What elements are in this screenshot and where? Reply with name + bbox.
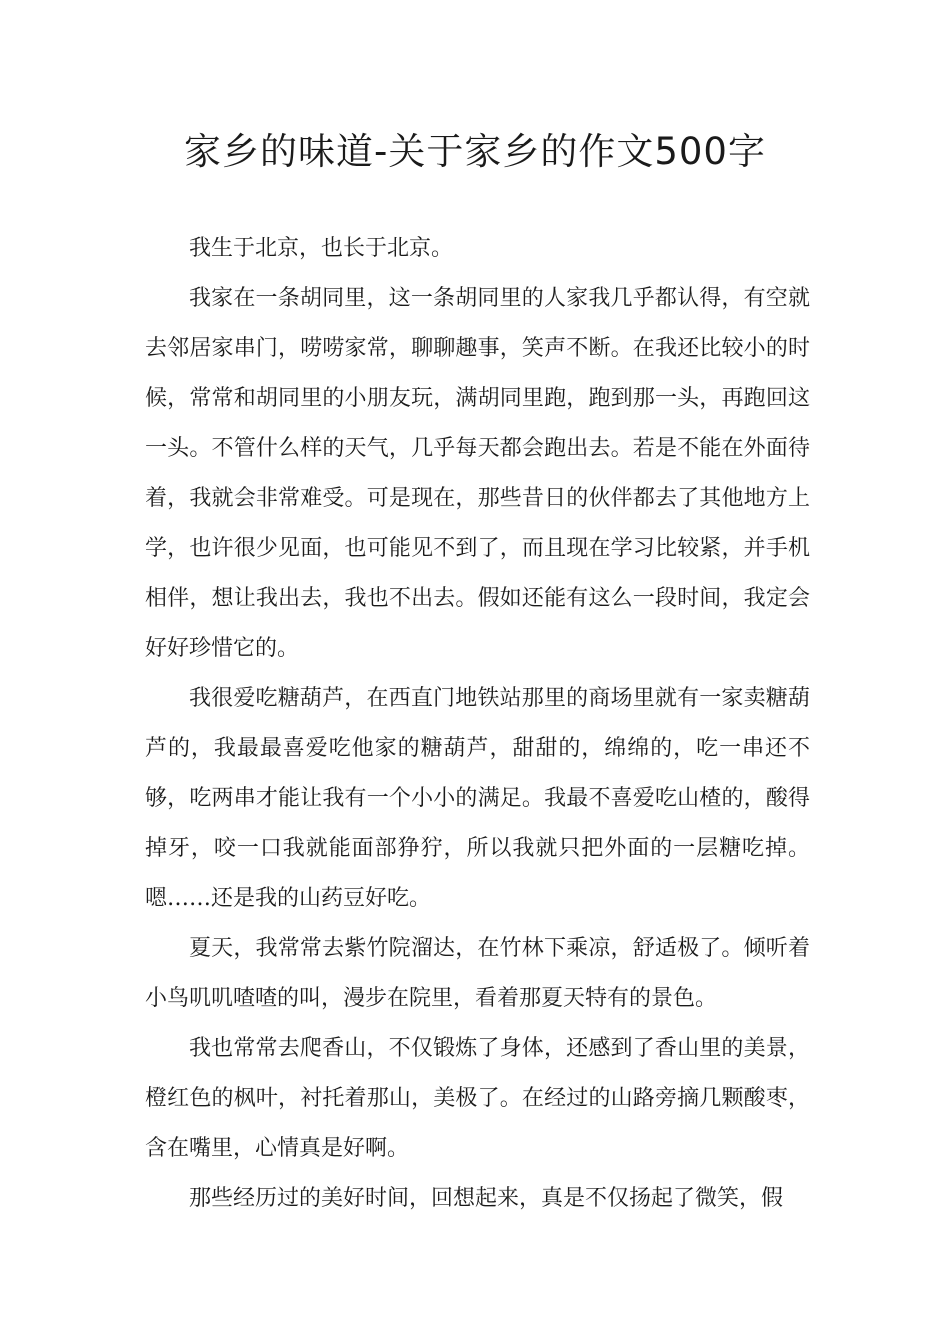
paragraph: 我家在一条胡同里，这一条胡同里的人家我几乎都认得，有空就去邻居家串门，唠唠家常，聊聊趣事，笑声不断。在我还比较小的时候，常常和胡同里的小朋友玩，满胡同里跑，跑到那一头，再跑回这一头。不管什么样的天气，几乎每天都会跑出去。若是不能在外面待着，我就会非常难受。可是现在，那些昔日的伙伴都去了其他地方上学，也许很少见面，也可能见不到了，而且现在学习比较紧，并手机相伴，想让我出去，我也不出去。假如还能有这么一段时间，我定会好好珍惜它的。: [145, 286, 810, 661]
paragraph: 我也常常去爬香山，不仅锻炼了身体，还感到了香山里的美景，橙红色的枫叶，衬托着那山，美极了。在经过的山路旁摘几颗酸枣，含在嘴里，心情真是好啊。: [145, 1036, 810, 1161]
paragraph: 我生于北京，也长于北京。: [189, 236, 454, 261]
document-title: 家乡的味道-关于家乡的作文500字: [184, 130, 766, 173]
paragraph: 那些经历过的美好时间，回想起来，真是不仅扬起了微笑，假: [189, 1186, 784, 1211]
paragraph: 夏天，我常常去紫竹院溜达，在竹林下乘凉，舒适极了。倾听着小鸟叽叽喳喳的叫，漫步在院里，看着那夏天特有的景色。: [145, 936, 810, 1011]
paragraph: 我很爱吃糖葫芦，在西直门地铁站那里的商场里就有一家卖糖葫芦的，我最最喜爱吃他家的糖葫芦，甜甜的，绵绵的，吃一串还不够，吃两串才能让我有一个小小的满足。我最不喜爱吃山楂的，酸得掉牙，咬一口我就能面部狰狞，所以我就只把外面的一层糖吃掉。嗯……还是我的山药豆好吃。: [145, 686, 810, 911]
document-body: [145, 224, 810, 1224]
